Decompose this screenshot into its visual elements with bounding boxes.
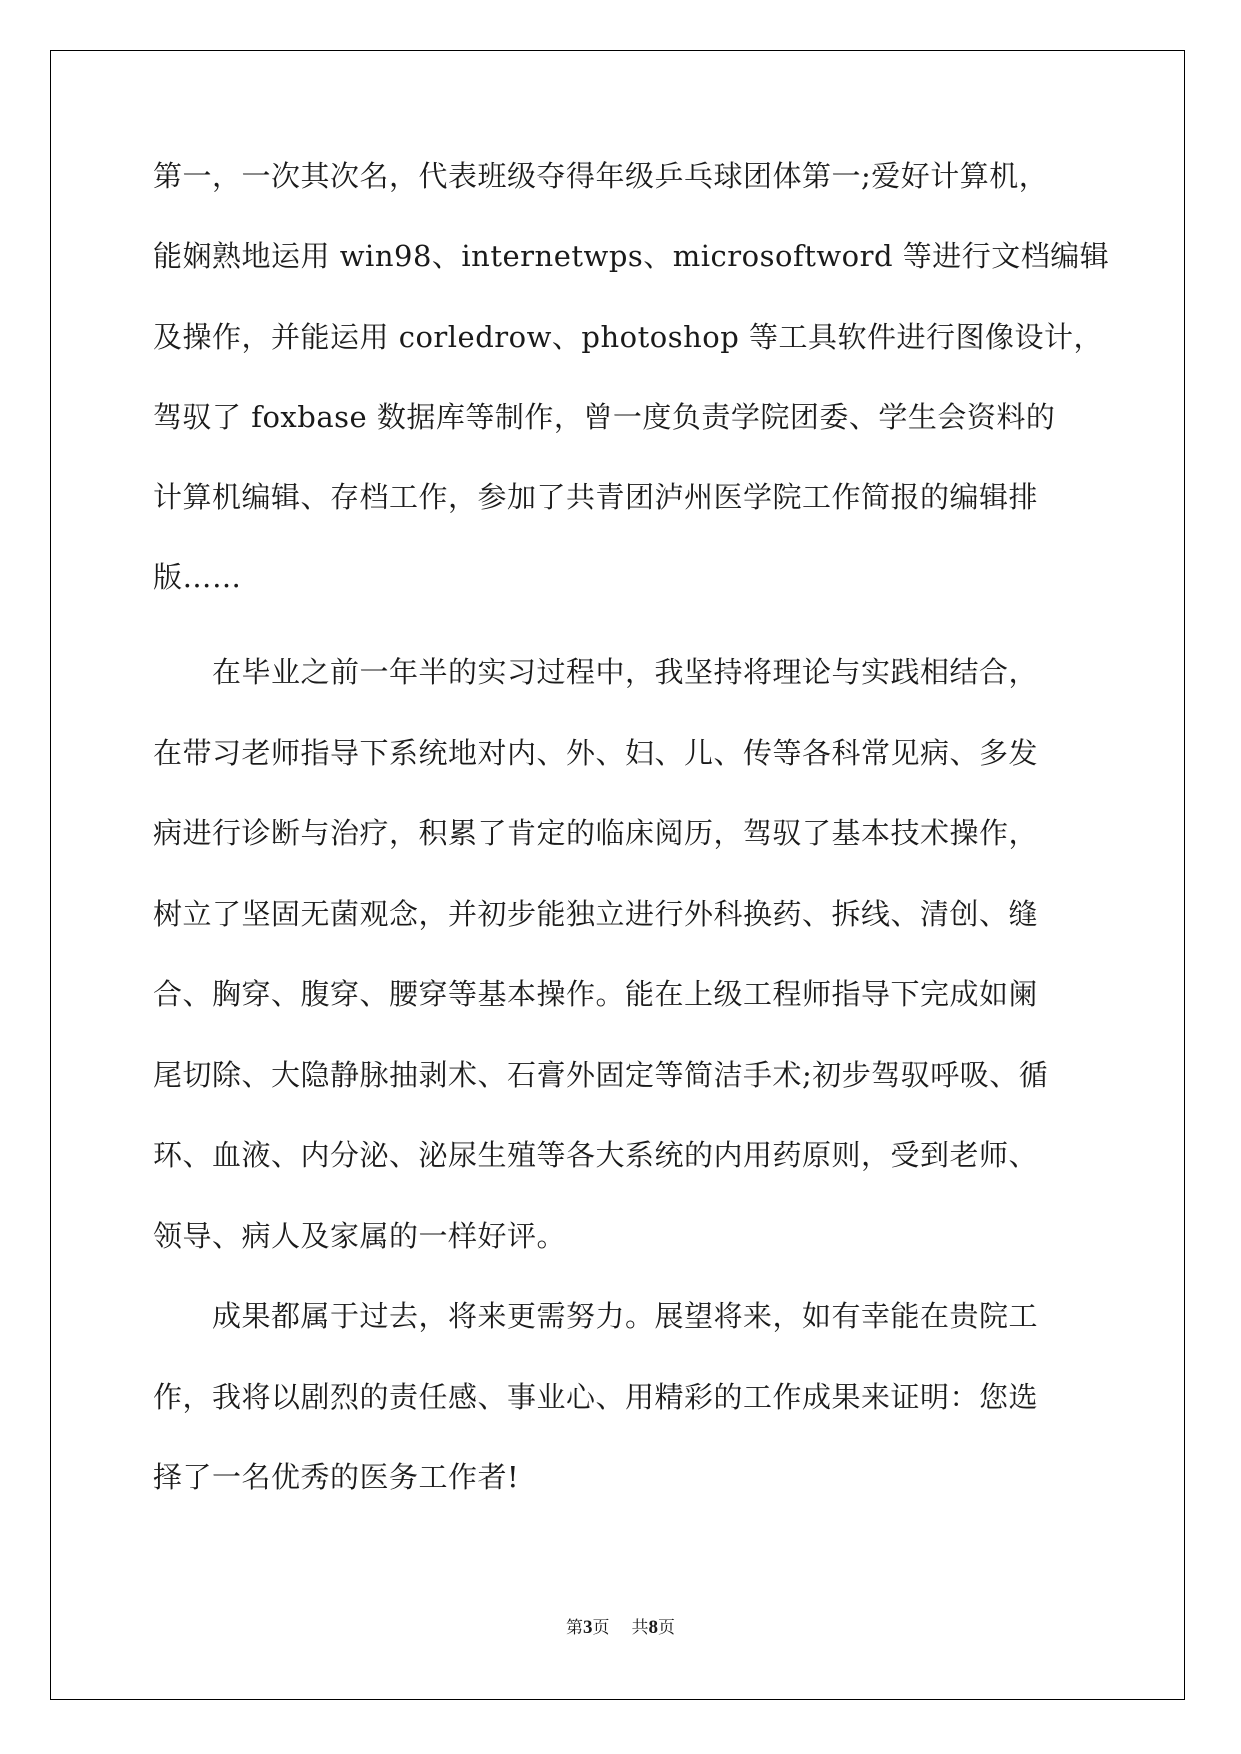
text-line: 计算机编辑、存档工作，参加了共青团泸州医学院工作简报的编辑排 [153,480,1039,514]
text-line: 及操作，并能运用 corledrow、photoshop 等工具软件进行图像设计， [153,320,1104,354]
text-line: 环、血液、内分泌、泌尿生殖等各大系统的内用药原则，受到老师、 [153,1138,1039,1172]
page-label-prefix: 第 [566,1618,583,1638]
page-number: 3 [583,1617,593,1638]
text-line: 成果都属于过去，将来更需努力。展望将来，如有幸能在贵院工 [212,1299,1039,1333]
text-line: 在带习老师指导下系统地对内、外、妇、儿、传等各科常见病、多发 [153,736,1039,770]
text-line: 在毕业之前一年半的实习过程中，我坚持将理论与实践相结合， [212,655,1039,689]
total-pages: 8 [648,1617,658,1638]
text-line: 病进行诊断与治疗，积累了肯定的临床阅历，驾驭了基本技术操作， [153,816,1039,850]
total-label-suffix: 页 [658,1618,675,1638]
text-line: 作，我将以剧烈的责任感、事业心、用精彩的工作成果来证明：您选 [153,1380,1039,1414]
text-line: 驾驭了 foxbase 数据库等制作，曾一度负责学院团委、学生会资料的 [153,400,1056,434]
page-border [50,50,1185,1700]
total-label-prefix: 共 [631,1618,649,1638]
page-footer [0,1616,1241,1640]
page-label-suffix: 页 [592,1618,610,1638]
text-line: 尾切除、大隐静脉抽剥术、石膏外固定等简洁手术;初步驾驭呼吸、循 [153,1058,1049,1092]
text-line: 第一，一次其次名，代表班级夺得年级乒乓球团体第一;爱好计算机， [153,159,1049,193]
text-line: 能娴熟地运用 win98、internetwps、microsoftword 等进行文档编辑 [153,239,1110,273]
text-line: 领导、病人及家属的一样好评。 [153,1219,567,1253]
text-line: 择了一名优秀的医务工作者! [153,1460,520,1494]
text-line: 合、胸穿、腹穿、腰穿等基本操作。能在上级工程师指导下完成如阑 [153,977,1039,1011]
text-line: 版…… [153,560,242,594]
text-line: 树立了坚固无菌观念，并初步能独立进行外科换药、拆线、清创、缝 [153,897,1039,931]
